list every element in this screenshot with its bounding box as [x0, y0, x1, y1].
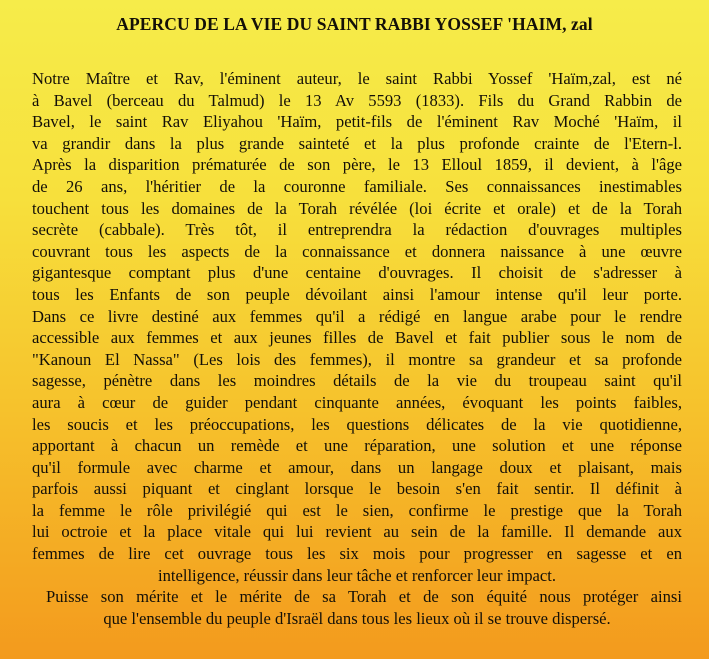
paragraph-line: parfois aussi piquant et cinglant lorsque le besoin s'en fait sentir. Il définit à — [32, 479, 682, 499]
paragraph-line: va grandir dans la plus grande sainteté et la plus profonde crainte de l'Etern-l. — [32, 133, 682, 153]
closing-line: que l'ensemble du peuple d'Israël dans tous les lieux où il se trouve dispersé. — [103, 608, 611, 628]
paragraph-line: Dans ce livre destiné aux femmes qu'il a rédigé en langue arabe pour le rendre — [32, 306, 682, 326]
paragraph-line: qu'il formule avec charme et amour, dans un langage doux et plaisant, mais — [32, 457, 682, 477]
paragraph-line: couvrant tous les aspects de la connaissance et donnera naissance à une œuvre — [32, 241, 682, 261]
paragraph-line: intelligence, réussir dans leur tâche et renforcer leur impact. — [157, 565, 557, 585]
paragraph-line: apportant à chacun un remède et une réparation, une solution et une réponse — [32, 436, 682, 456]
paragraph-line: gigantesque comptant plus d'une centaine d'ouvrages. Il choisit de s'adresser à — [32, 263, 682, 283]
paragraph-line: femmes de lire cet ouvrage tous les six mois pour progresser en sagesse et en — [32, 544, 682, 564]
paragraph-line: Bavel, le saint Rav Eliyahou 'Haïm, petit-fils de l'éminent Rav Moché 'Haïm, il — [32, 112, 682, 132]
paragraph-line: "Kanoun El Nassa" (Les lois des femmes), il montre sa grandeur et sa profonde — [32, 349, 682, 369]
paragraph-line: la femme le rôle privilégié qui est le sien, confirme le prestige que la Torah — [32, 500, 682, 520]
paragraph-line: secrète (cabbale). Très tôt, il entreprendra la rédaction d'ouvrages multiples — [32, 220, 682, 240]
paragraph-line: Notre Maître et Rav, l'éminent auteur, le saint Rabbi Yossef 'Haïm,zal, est né — [32, 69, 682, 88]
paragraph-line: de 26 ans, l'héritier de la couronne familiale. Ses connaissances inestimables — [32, 176, 682, 196]
paragraph-line: accessible aux femmes et aux jeunes filles de Bavel et fait publier sous le nom de — [32, 328, 682, 348]
paragraph-line: les soucis et les préoccupations, les questions délicates de la vie quotidienne, — [32, 414, 682, 434]
paragraph-line: aura à cœur de guider pendant cinquante années, évoquant les points faibles, — [32, 392, 682, 412]
paragraph-line: sagesse, pénètre dans les moindres détails de la vie du troupeau saint qu'il — [32, 371, 682, 391]
paragraph-line: à Bavel (berceau du Talmud) le 13 Av 5593 (1833). Fils du Grand Rabbin de — [32, 90, 682, 110]
paragraph-line: touchent tous les domaines de la Torah révélée (loi écrite et orale) et de la Torah — [32, 198, 682, 218]
closing-line: Puisse son mérite et le mérite de sa Torah et de son équité nous protéger ainsi — [46, 587, 682, 607]
document-body — [32, 68, 682, 629]
page-title: APERCU DE LA VIE DU SAINT RABBI YOSSEF 'HAIM, zal — [116, 14, 593, 34]
paragraph-line: lui octroie et la place vitale qui lui revient au sein de la famille. Il demande aux — [32, 522, 682, 542]
paragraph-line: tous les Enfants de son peuple dévoilant ainsi l'amour intense qu'il leur porte. — [32, 284, 682, 304]
paragraph-line: Après la disparition prématurée de son père, le 13 Elloul 1859, il devient, à l'âge — [32, 155, 682, 175]
